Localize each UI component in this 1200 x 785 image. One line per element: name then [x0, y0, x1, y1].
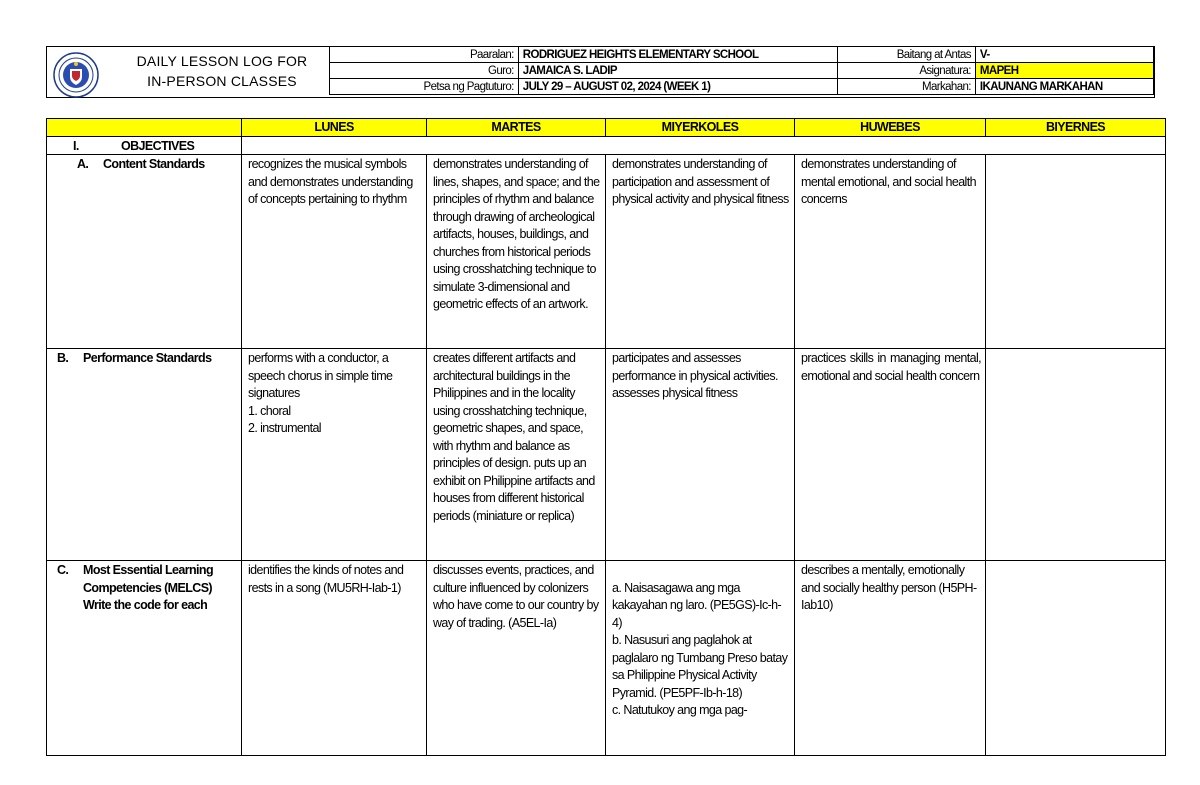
content-standards-thursday: demonstrates understanding of mental emotional, and social health concerns [795, 155, 986, 349]
performance-standards-monday: performs with a conductor, a speech chorus in simple time signatures 1. choral 2. instrumental [242, 349, 427, 561]
daily-lesson-log-table [46, 118, 1166, 756]
row-letter: A. [77, 157, 89, 171]
objectives-label: OBJECTIVES [121, 139, 195, 153]
school-label: Paaralan: [330, 47, 519, 63]
performance-standards-row [47, 349, 1166, 561]
day-header-monday: LUNES [242, 119, 427, 137]
objectives-number: I. [73, 139, 79, 153]
melcs-row [47, 561, 1166, 756]
content-standards-row [47, 155, 1166, 349]
row-letter: B. [57, 351, 69, 365]
lesson-log-header [46, 46, 1155, 98]
objectives-spacer-cell [242, 137, 1166, 155]
content-standards-tuesday: demonstrates understanding of lines, shapes, and space; and the principles of rhythm and balance through drawing of archeological artifacts, houses, buildings, and churches from historical periods using crosshatching technique to simulate 3-dimensional and geometric effects of an artwork. [427, 155, 606, 349]
performance-standards-thursday: practices skills in managing mental, emotional and social health concern [795, 349, 986, 561]
content-standards-label [47, 155, 242, 349]
document-title [117, 51, 327, 91]
teacher-value: JAMAICA S. LADIP [518, 63, 837, 79]
school-info-table [329, 46, 1154, 95]
row-title: Performance Standards [83, 351, 212, 365]
quarter-label: Markahan: [837, 79, 975, 95]
day-header-tuesday: MARTES [427, 119, 606, 137]
melcs-monday: identifies the kinds of notes and rests in a song (MU5RH-Iab-1) [242, 561, 427, 756]
deped-seal-icon [53, 52, 99, 98]
teacher-label: Guro: [330, 63, 519, 79]
grade-value: V- [975, 47, 1153, 63]
grade-label: Baitang at Antas [837, 47, 975, 63]
objectives-heading [47, 137, 242, 155]
melcs-label [47, 561, 242, 756]
day-header-wednesday: MIYERKOLES [606, 119, 795, 137]
title-line-1: DAILY LESSON LOG FOR [136, 53, 308, 69]
day-header-thursday: HUWEBES [795, 119, 986, 137]
title-line-2: IN-PERSON CLASSES [147, 73, 297, 89]
melcs-wednesday [606, 561, 795, 756]
subject-label: Asignatura: [837, 63, 975, 79]
row-title: Most Essential Learning Competencies (MELCS) Write the code for each [83, 563, 213, 612]
content-standards-wednesday: demonstrates understanding of participation and assessment of physical activity and physical fitness [606, 155, 795, 349]
quarter-value: IKAUNANG MARKAHAN [975, 79, 1153, 95]
days-header-row [47, 119, 1166, 137]
row-letter: C. [57, 563, 69, 577]
melcs-friday [986, 561, 1166, 756]
melcs-thursday: describes a mentally, emotionally and socially healthy person (H5PH-Iab10) [795, 561, 986, 756]
performance-standards-tuesday: creates different artifacts and architectural buildings in the Philippines and in the locality using crosshatching technique, geometric shapes, and space, with rhythm and balance as principles of design. puts up an exhibit on Philippine artifacts and houses from different historical periods (miniature or replica) [427, 349, 606, 561]
day-header-friday: BIYERNES [986, 119, 1166, 137]
performance-standards-friday [986, 349, 1166, 561]
melcs-tuesday: discusses events, practices, and culture influenced by colonizers who have come to our country by way of trading. (A5EL-Ia) [427, 561, 606, 756]
date-value: JULY 29 – AUGUST 02, 2024 (WEEK 1) [518, 79, 837, 95]
school-value: RODRIGUEZ HEIGHTS ELEMENTARY SCHOOL [518, 47, 837, 63]
performance-standards-wednesday: participates and assesses performance in physical activities. assesses physical fitness [606, 349, 795, 561]
performance-standards-label [47, 349, 242, 561]
objectives-row [47, 137, 1166, 155]
row-title: Content Standards [103, 157, 205, 171]
content-standards-monday: recognizes the musical symbols and demonstrates understanding of concepts pertaining to rhythm [242, 155, 427, 349]
content-standards-friday [986, 155, 1166, 349]
subject-value: MAPEH [975, 63, 1153, 79]
date-label: Petsa ng Pagtuturo: [330, 79, 519, 95]
empty-corner-cell [47, 119, 242, 137]
melcs-wednesday-text: a. Naisasagawa ang mga kakayahan ng laro. (PE5GS)-Ic-h-4) b. Nasusuri ang paglahok at paglalaro ng Tumbang Preso batay sa Philippine Physical Activity Pyramid. (PE5PF-Ib-h-18) c. Natutukoy ang mga pag- [612, 580, 788, 717]
